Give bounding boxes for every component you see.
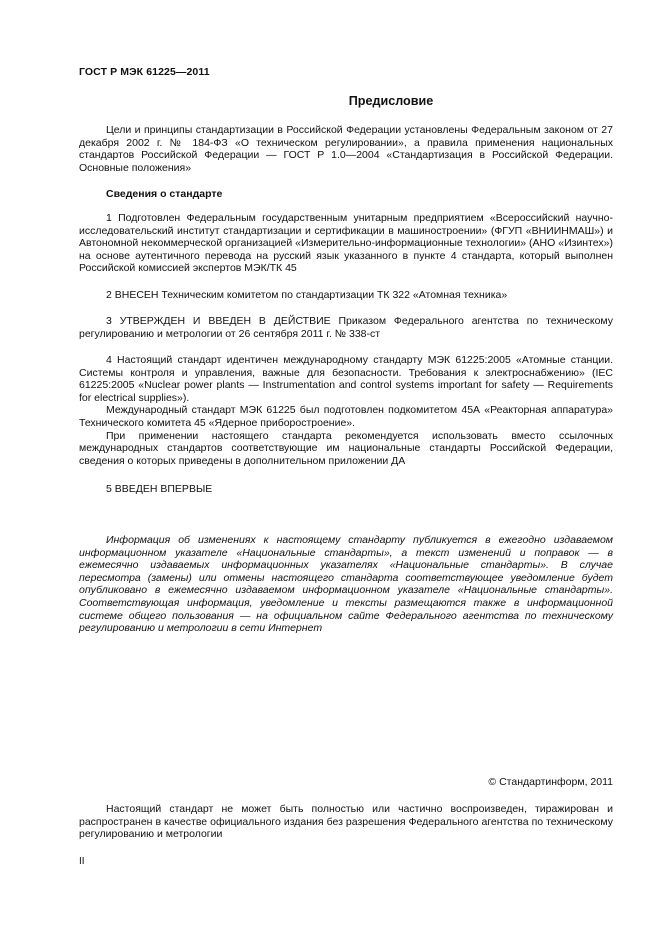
item-5 [79, 483, 613, 496]
item-5-text: 5 ВВЕДЕН ВПЕРВЫЕ [106, 483, 213, 495]
copyright-line: © Стандартинформ, 2011 [488, 776, 613, 788]
reproduction-text: Настоящий стандарт не может быть полностью или частично воспроизведен, тиражирован и распространен в качестве официального издания без разрешения Федерального агентства по техническому регулированию и метрологии [79, 803, 613, 841]
item-1 [79, 212, 613, 275]
info-notice-text: Информация об изменениях к настоящему стандарту публикуется в ежегодно издаваемом информационном указателе «Национальные стандарты», а текст изменений и поправок — в ежемесячно издаваемых информационных указателях «Национальные стандарты». В случае пересмотра (замены) или отмены настоящего стандарта соответствующее уведомление будет опубликовано в ежемесячно издаваемом информационном указателе «Национальные стандарты». Соответствующая информация, уведомление и тексты размещаются также в информационной системе общего пользования — на официальном сайте Федерального агентства по техническому регулированию и метрологии в сети Интернет [79, 534, 613, 635]
item-4c-text: При применении настоящего стандарта рекомендуется использовать вместо ссылочных международных стандартов соответствующие им национальные стандарты Российской Федерации, сведения о которых приведены в дополнительном приложении ДА [79, 429, 613, 467]
standard-code-header: ГОСТ Р МЭК 61225—2011 [79, 66, 210, 78]
intro-paragraph [79, 124, 613, 174]
about-heading: Сведения о стандарте [106, 188, 223, 200]
item-4b-text: Международный стандарт МЭК 61225 был подготовлен подкомитетом 45А «Реакторная аппаратура» Технического комитета 45 «Ядерное приборостроение». [79, 404, 613, 429]
page-number: II [79, 856, 85, 867]
item-2 [79, 289, 613, 302]
intro-text: Цели и принципы стандартизации в Российской Федерации установлены Федеральным законом от 27 декабря 2002 г. № 184-ФЗ «О техническом регулировании», а правила применения национальных стандартов Российской Федерации — ГОСТ Р 1.0—2004 «Стандартизация в Российской Федерации. Основные положения» [79, 124, 613, 174]
info-notice [79, 534, 613, 635]
item-3-text: 3 УТВЕРЖДЕН И ВВЕДЕН В ДЕЙСТВИЕ Приказом Федерального агентства по техническому регулированию и метрологии от 26 сентября 2011 г. № 338-ст [79, 315, 613, 340]
page-title: Предисловие [348, 94, 434, 108]
item-4a-text: 4 Настоящий стандарт идентичен международному стандарту МЭК 61225:2005 «Атомные станции. Системы контроля и управления, важные для безопасности. Требования к электроснабжению» (IEC 61225:2005 «Nuclear power plants — Instrumentation and control systems important for safety — Requirements for electrical supplies»). [79, 354, 613, 404]
item-2-text: 2 ВНЕСЕН Техническим комитетом по стандартизации ТК 322 «Атомная техника» [106, 289, 508, 301]
item-1-text: 1 Подготовлен Федеральным государственным унитарным предприятием «Всероссийский научно-исследовательский институт стандартизации и сертификации в машиностроении» (ФГУП «ВНИИНМАШ») и Автономной некоммерческой организацией «Измерительно-информационные технологии» (АНО «Изинтех») на основе аутентичного перевода на русский язык указанного в пункте 4 стандарта, который выполнен Российской комиссией экспертов МЭК/ТК 45 [79, 212, 613, 275]
item-4 [79, 354, 613, 467]
item-3 [79, 315, 613, 340]
reproduction-notice [79, 803, 613, 841]
